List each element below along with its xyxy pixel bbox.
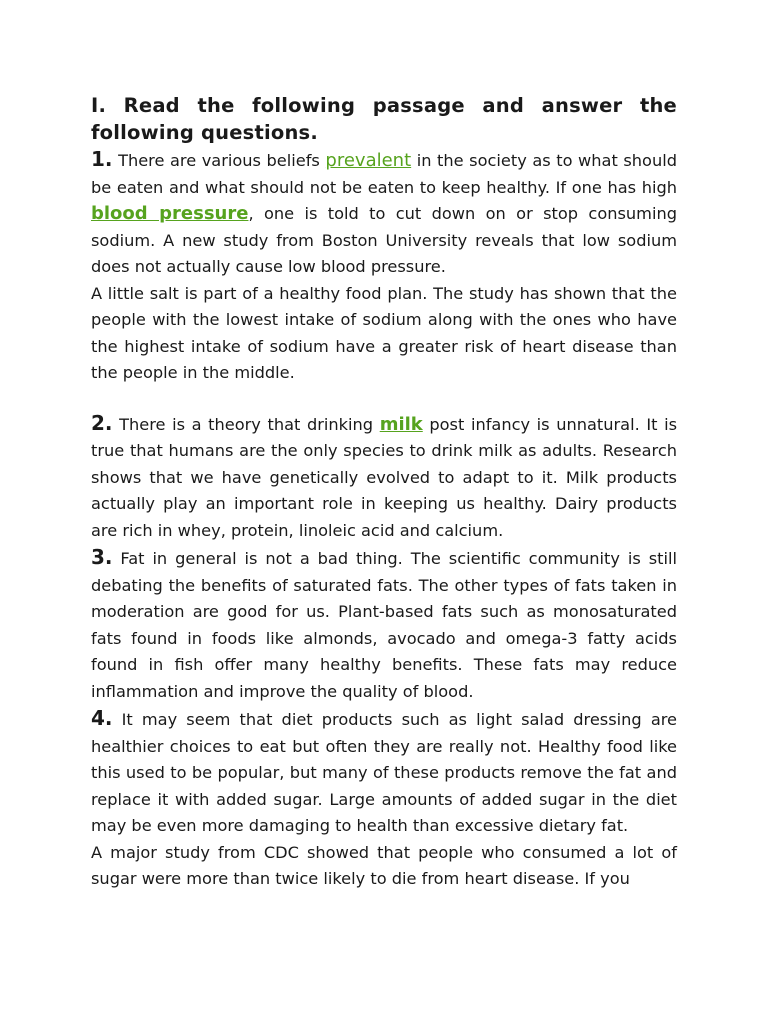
section-3-paragraph [91, 544, 677, 705]
section-1-paragraph [91, 146, 677, 281]
section-2-paragraph [91, 410, 677, 545]
section-4-text: It may seem that diet products such as light salad dressing are healthier choices to eat but often they are really not. Healthy food like this used to be popular, but many of these products remove the fat and replace it with added sugar. Large amounts of added sugar in the diet may be even more damaging to health than excessive dietary fat. [91, 710, 677, 835]
section-1-number: 1. [91, 147, 113, 171]
page-heading: I. Read the following passage and answer the following questions. [91, 94, 677, 144]
section-3-text: Fat in general is not a bad thing. The scientific community is still debating the benefits of saturated fats. The other types of fats taken in moderation are good for us. Plant-based fats such as monosaturated fats found in foods like almonds, avocado and omega-3 fatty acids found in fish offer many healthy benefits. These fats may reduce inflammation and improve the quality of blood. [91, 549, 677, 701]
section-4-paragraph-2: A major study from CDC showed that people who consumed a lot of sugar were more than twice likely to die from heart disease. If you [91, 842, 677, 888]
section-4-paragraph [91, 705, 677, 840]
section-2-text-b: post infancy is unnatural. It is true that humans are the only species to drink milk as adults. Research shows that we have genetically evolved to adapt to it. Milk products actually play an important role in keeping us healthy. Dairy products are rich in whey, protein, linoleic acid and calcium. [91, 414, 678, 540]
section-2-text-a: There is a theory that drinking [112, 414, 380, 434]
document-page [91, 92, 677, 893]
paragraph-gap [91, 387, 677, 410]
section-2-number: 2. [91, 410, 113, 435]
keyword-blood-pressure: blood pressure [91, 203, 249, 224]
section-4-number: 4. [91, 706, 113, 730]
section-1-text-c: , one is told to cut down on or stop consuming sodium. A new study from Boston University reveals that low sodium does not actually cause low blood pressure. [91, 204, 677, 276]
section-1-text-a: There are various beliefs [112, 151, 326, 170]
section-1-text-b: in the society as to what should be eaten and what should not be eaten to keep healthy. If one has high [91, 151, 677, 197]
section-1-paragraph-2: A little salt is part of a healthy food plan. The study has shown that the people with the lowest intake of sodium along with the ones who have the highest intake of sodium have a greater risk of heart disease than the people in the middle. [91, 283, 677, 382]
keyword-prevalent: prevalent [325, 150, 412, 171]
keyword-milk: milk [379, 413, 423, 435]
section-3-number: 3. [91, 545, 113, 569]
